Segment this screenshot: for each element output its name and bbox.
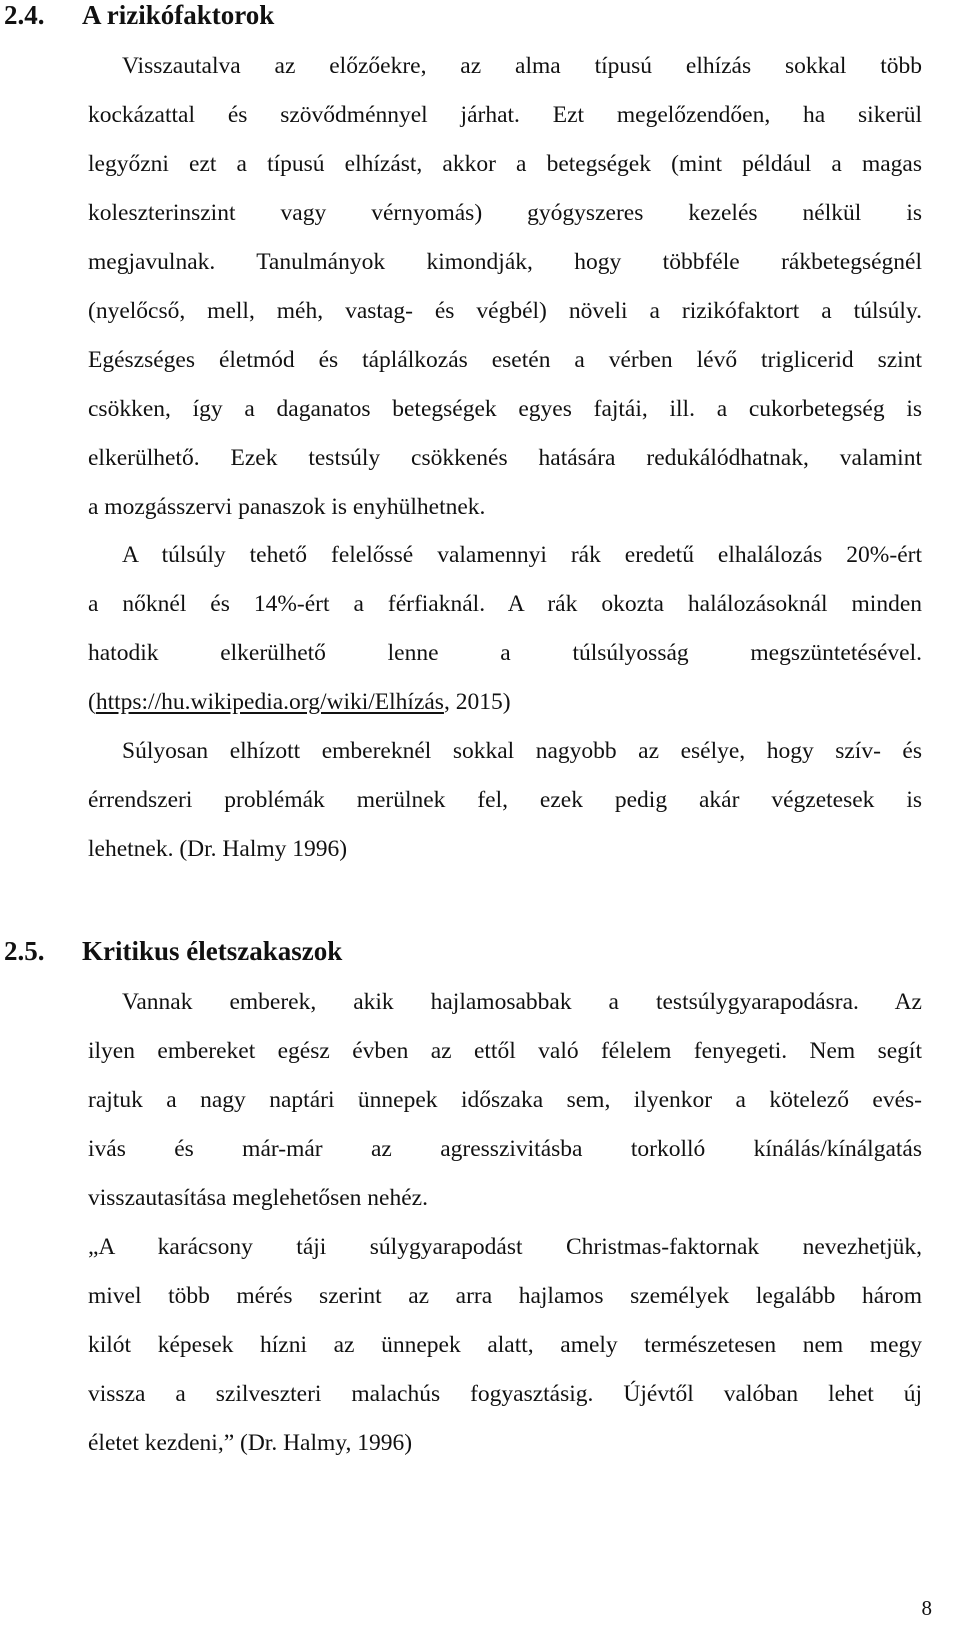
paragraph-risk-factors-1 [88, 42, 922, 532]
citation-link[interactable]: https://hu.wikipedia.org/wiki/Elhízás [95, 689, 444, 715]
text-line: legyőzni ezt a típusú elhízást, akkor a betegségek (mint például a magas [88, 151, 922, 177]
page-number: 8 [921, 1596, 932, 1620]
text-line: (nyelőcső, mell, méh, vastag- és végbél) növeli a rizikófaktort a túlsúly. [88, 298, 922, 324]
text-line: a nőknél és 14%-ért a férfiaknál. A rák okozta halálozásoknál minden [88, 591, 922, 617]
section-title: Kritikus életszakaszok [82, 936, 343, 966]
section-number: 2.5. [4, 936, 45, 966]
text-line: mivel több mérés szerint az arra hajlamos személyek legalább három [88, 1283, 922, 1309]
paragraph-risk-factors-2 [88, 531, 922, 727]
text-line: csökken, így a daganatos betegségek egyes fajtái, ill. a cukorbetegség is [88, 396, 922, 422]
section-title: A rizikófaktorok [82, 0, 275, 30]
text-line: „A karácsony táji súlygyarapodást Christmas-faktornak nevezhetjük, [88, 1234, 922, 1260]
text-line: kockázattal és szövődménnyel járhat. Ezt megelőzendően, ha sikerül [88, 102, 922, 128]
text-line: vissza a szilveszteri malachús fogyasztásig. Újévtől valóban lehet új [88, 1381, 922, 1407]
text-line: A túlsúly tehető felelőssé valamennyi rák eredetű elhalálozás 20%-ért [122, 542, 922, 568]
text-line: rajtuk a nagy naptári ünnepek időszaka sem, ilyenkor a kötelező evés- [88, 1087, 922, 1113]
text-line: Vannak emberek, akik hajlamosabbak a testsúlygyarapodásra. Az [122, 989, 922, 1015]
citation-open: ( [88, 689, 96, 715]
text-line: érrendszeri problémák merülnek fel, ezek pedig akár végzetesek is [88, 787, 922, 813]
text-line: megjavulnak. Tanulmányok kimondják, hogy többféle rákbetegségnél [88, 249, 922, 275]
text-line: Egészséges életmód és táplálkozás esetén a vérben lévő triglicerid szint [88, 347, 922, 373]
text-line: lehetnek. (Dr. Halmy 1996) [88, 836, 348, 862]
section-number: 2.4. [4, 0, 45, 30]
text-line: ivás és már-már az agresszivitásba torkolló kínálás/kínálgatás [88, 1136, 922, 1162]
paragraph-critical-periods-1 [88, 978, 922, 1223]
text-line: elkerülhető. Ezek testsúly csökkenés hatására redukálódhatnak, valamint [88, 445, 922, 471]
text-line: Súlyosan elhízott embereknél sokkal nagyobb az esélye, hogy szív- és [122, 738, 922, 764]
text-line: koleszterinszint vagy vérnyomás) gyógyszeres kezelés nélkül is [88, 200, 922, 226]
text-line: életet kezdeni,” (Dr. Halmy, 1996) [88, 1430, 413, 1456]
paragraph-critical-periods-quote [88, 1223, 922, 1468]
section-heading-2-4 [4, 0, 274, 30]
section-heading-2-5 [4, 936, 342, 966]
text-line: a mozgásszervi panaszok is enyhülhetnek. [88, 494, 486, 520]
citation-line [88, 678, 922, 727]
citation-rest: , 2015) [443, 689, 511, 715]
paragraph-risk-factors-3 [88, 727, 922, 874]
text-line: Visszautalva az előzőekre, az alma típusú elhízás sokkal több [122, 53, 922, 79]
text-line: ilyen embereket egész évben az ettől való félelem fenyegeti. Nem segít [88, 1038, 922, 1064]
text-line: hatodik elkerülhető lenne a túlsúlyosság megszüntetésével. [88, 640, 922, 666]
text-line: kilót képesek hízni az ünnepek alatt, amely természetesen nem megy [88, 1332, 922, 1358]
text-line: visszautasítása meglehetősen nehéz. [88, 1185, 428, 1211]
